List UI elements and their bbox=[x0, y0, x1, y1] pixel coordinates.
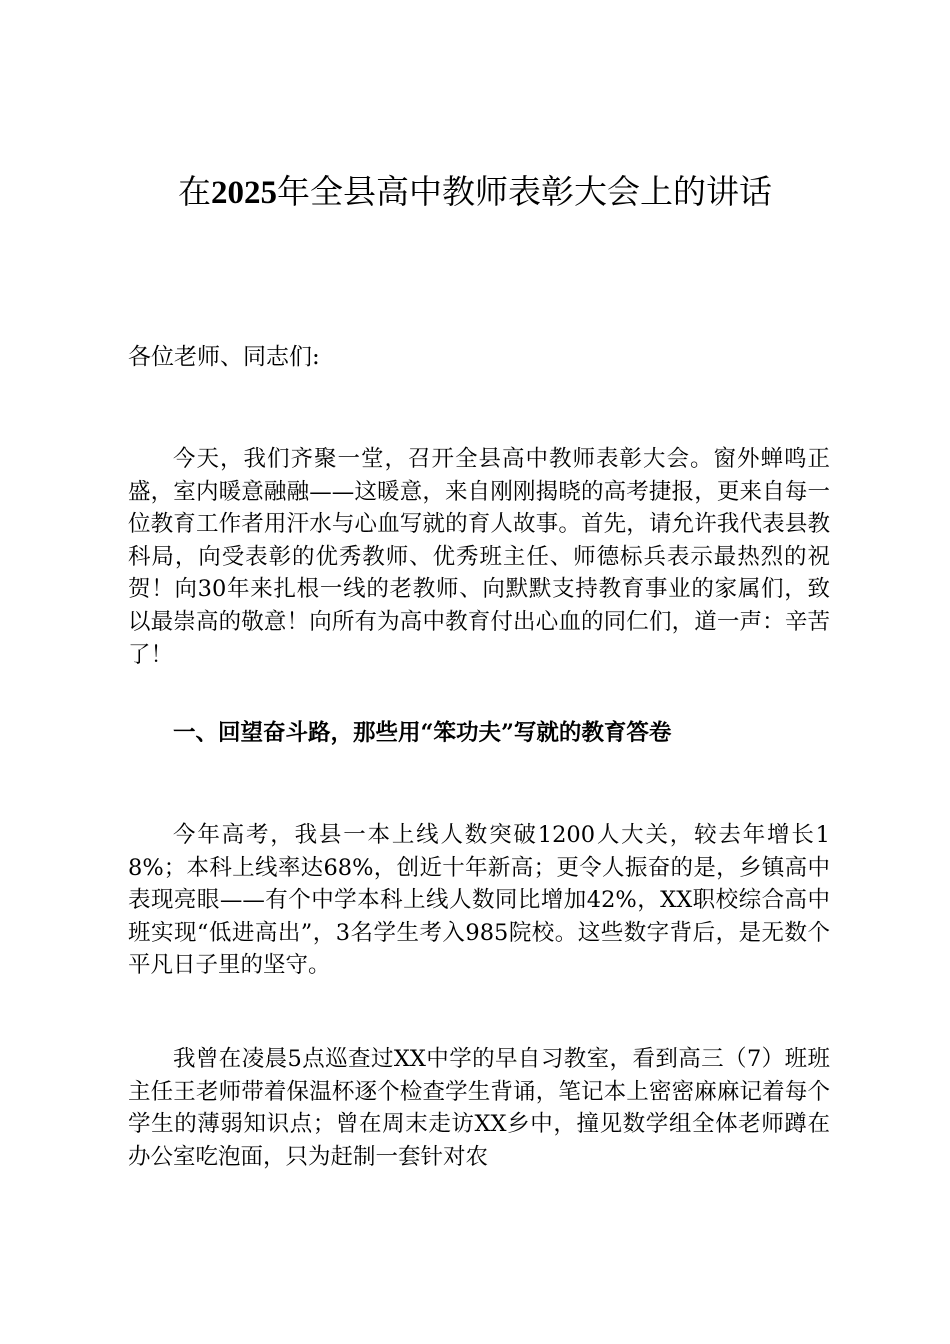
title-year: 2025 bbox=[211, 175, 277, 211]
paragraph-anecdote: 我曾在凌晨5点巡查过XX中学的早自习教室，看到高三（7）班班主任王老师带着保温杯逐个检查学生背诵，笔记本上密密麻麻记着每个学生的薄弱知识点；曾在周末走访XX乡中，撞见数学组全体老师蹲在办公室吃泡面，只为赶制一套针对农 bbox=[128, 1046, 830, 1170]
salutation: 各位老师、同志们: bbox=[128, 344, 320, 370]
paragraph-results: 今年高考，我县一本上线人数突破1200人大关，较去年增长18%；本科上线率达68%，创近十年新高；更令人振奋的是，乡镇高中表现亮眼——有个中学本科上线人数同比增加42%，XX职校综合高中班实现“低进高出”，3名学生考入985院校。这些数字背后，是无数个平凡日子里的坚守。 bbox=[128, 822, 830, 979]
title-suffix: 年全县高中教师表彰大会上的讲话 bbox=[277, 172, 772, 211]
paragraph-opening: 今天，我们齐聚一堂，召开全县高中教师表彰大会。窗外蝉鸣正盛，室内暖意融融——这暖意，来自刚刚揭晓的高考捷报，更来自每一位教育工作者用汗水与心血写就的育人故事。首先，请允许我代表县教科局，向受表彰的优秀教师、优秀班主任、师德标兵表示最热烈的祝贺！向30年来扎根一线的老教师、向默默支持教育事业的家属们，致以最崇高的敬意！向所有为高中教育付出心血的同仁们，道一声：辛苦了！ bbox=[128, 446, 830, 668]
section-heading: 一、回望奋斗路，那些用“笨功夫”写就的教育答卷 bbox=[173, 720, 672, 746]
document-title bbox=[0, 166, 950, 219]
title-prefix: 在 bbox=[178, 172, 211, 211]
